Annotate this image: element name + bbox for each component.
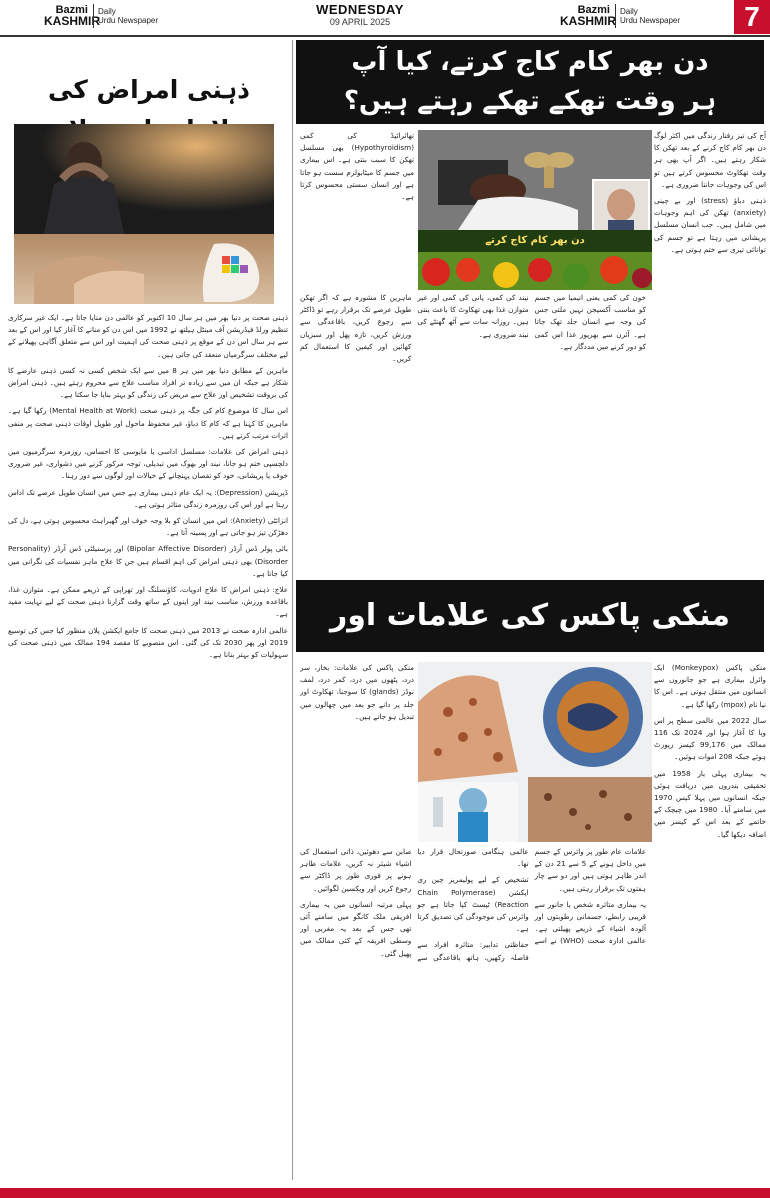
brand-top: Bazmi bbox=[55, 4, 88, 16]
brand-divider bbox=[93, 4, 94, 28]
tired-col-2 bbox=[300, 130, 414, 290]
tired-photo bbox=[418, 130, 652, 290]
brand-name bbox=[44, 4, 100, 31]
mpox-headline: منکی پاکس کی علامات اور bbox=[296, 580, 764, 652]
bottom-bar bbox=[0, 1188, 770, 1198]
tired-photo-art bbox=[418, 130, 652, 290]
mpox-para: منکی پاکس (Monkeypox) ایک وائرل بیماری ہے جو جانوروں سے انسانوں میں منتقل ہوتی ہے۔ اس کا نیا نام (mpox) رکھا گیا ہے۔ bbox=[654, 663, 766, 709]
masthead-day: WEDNESDAY bbox=[316, 2, 404, 17]
masthead-rule bbox=[0, 35, 770, 37]
mental-para: بائی پولر ڈس آرڈر (Bipolar Affective Disorder) اور پرسنیلٹی ڈس آرڈر (Personality Disorder) بھی ذہنی امراض کی اہم اقسام ہیں جن کا علاج ماہر نفسیات کی نگرانی میں کیا جاتا ہے۔ bbox=[8, 544, 288, 578]
mental-body bbox=[8, 312, 288, 1180]
brand-sub bbox=[98, 7, 178, 29]
page-number: 7 bbox=[734, 0, 770, 34]
brand-top-right: Bazmi bbox=[577, 4, 610, 16]
masthead bbox=[0, 0, 770, 34]
brand-name-right bbox=[560, 4, 616, 31]
mpox-para: علامات عام طور پر وائرس کے جسم میں داخل ہونے کے 5 سے 21 دن کے اندر ظاہر ہوتی ہیں اور دو سے چار ہفتوں تک برقرار رہتی ہیں۔ bbox=[534, 847, 646, 893]
mpox-col-3 bbox=[300, 846, 646, 1180]
tired-para: ذہنی دباؤ (stress) اور بے چینی (anxiety) تھکن کی اہم وجوہات میں شامل ہیں۔ جب انسان مسلسل پریشانی میں رہتا ہے تو جسم کی توانائی تیزی سے ختم ہوتی ہے۔ bbox=[654, 196, 766, 254]
mpox-para: پہلی مرتبہ انسانوں میں یہ بیماری افریقی ملک کانگو میں سامنے آئی تھی جس کے بعد یہ مغربی اور وسطی افریقہ کے کئی ممالک میں پھیل گئی۔ bbox=[300, 899, 412, 958]
mental-para: ذہنی صحت پر دنیا بھر میں ہر سال 10 اکتوبر کو عالمی دن منایا جاتا ہے۔ ایک غیر سرکاری تنظیم ورلڈ فیڈریشن آف مینٹل ہیلتھ نے 1992 میں اس دن کو منانے کا آغاز کیا اور اس کے بعد سے ہر سال اس دن کے موقع پر ذہنی صحت کی اہمیت اور اس سے متعلق آگاہی پھیلانے کے لیے مختلف سرگرمیاں منعقد کی جاتی ہیں۔ bbox=[8, 313, 288, 359]
brand-bottom-right: KASHMIR bbox=[560, 14, 616, 28]
tired-para: نیند کی کمی، پانی کی کمی اور غیر متوازن غذا بھی تھکاوٹ کا باعث بنتی ہیں۔ روزانہ سات سے آٹھ گھنٹے کی نیند ضروری ہے۔ bbox=[417, 293, 529, 339]
brand-sub-top-right: Daily bbox=[620, 7, 638, 16]
tired-photo-caption: دن بھر کام کاج کرتے bbox=[485, 235, 585, 246]
tired-para: تھائرائیڈ کی کمی (Hypothyroidism) بھی مسلسل تھکن کا سبب بنتی ہے۔ اس بیماری میں جسم کا میٹابولزم سست ہو جاتا ہے اور انسان سستی محسوس کرتا ہے۔ bbox=[300, 131, 414, 202]
column-divider bbox=[292, 40, 293, 1180]
brand-sub-bottom-right: Urdu Newspaper bbox=[620, 16, 681, 25]
mental-photo-art bbox=[14, 124, 274, 304]
mental-para: علاج: ذہنی امراض کا علاج ادویات، کاؤنسلنگ اور تھراپی کے ذریعے ممکن ہے۔ متوازن غذا، باقاعدہ ورزش، مناسب نیند اور اپنوں کے ساتھ وقت گزارنا ذہنی صحت کے لیے نہایت مفید ہے۔ bbox=[8, 585, 288, 619]
mpox-col-1 bbox=[654, 662, 766, 1180]
mental-para: ڈپریشن (Depression): یہ ایک عام ذہنی بیماری ہے جس میں انسان طویل عرصے تک اداس رہتا ہے اور اس کی روزمرہ زندگی متاثر ہوتی ہے۔ bbox=[8, 487, 288, 509]
mpox-photo-art bbox=[418, 662, 652, 842]
mpox-para: یہ بیماری پہلی بار 1958 میں تحقیقی بندروں میں دریافت ہوئی جبکہ انسانوں میں پہلا کیس 1970 میں سامنے آیا۔ 1980 میں چیچک کے خاتمے کے بعد اس کے کیسز میں اضافہ دیکھا گیا۔ bbox=[654, 768, 766, 839]
mental-para: ماہرین کے مطابق دنیا بھر میں ہر 8 میں سے ایک شخص کسی نہ کسی ذہنی عارضے کا شکار ہے جبکہ ان میں سے زیادہ تر افراد مناسب علاج سے محروم رہتے ہیں۔ ذہنی امراض کی بروقت تشخیص اور علاج سے مریض کی زندگی کو بہتر بنایا جا سکتا ہے۔ bbox=[8, 365, 288, 400]
mental-para: انزائٹی (Anxiety): اس میں انسان کو بلا وجہ خوف اور گھبراہٹ محسوس ہوتی ہے، دل کی دھڑکن تیز ہو جاتی ہے اور پسینہ آتا ہے۔ bbox=[8, 516, 288, 538]
mpox-para: حفاظتی تدابیر: متاثرہ افراد سے فاصلہ رکھیں، ہاتھ باقاعدگی سے صابن سے دھوئیں، ذاتی استعمال کی اشیاء شیئر نہ کریں، علامات ظاہر ہونے پر فوری طور پر ڈاکٹر سے رجوع کریں اور ویکسین لگوائیں۔ bbox=[300, 847, 529, 962]
mpox-para: تشخیص کے لیے پولیمریز چین ری ایکشن (Chain Polymerase Reaction) ٹیسٹ کیا جاتا ہے جو وائرس کی موجودگی کی تصدیق کرتا ہے۔ bbox=[417, 875, 529, 934]
tired-para: ماہرین کا مشورہ ہے کہ اگر تھکن طویل عرصے تک برقرار رہے تو ڈاکٹر سے رجوع کریں، باقاعدگی سے ورزش کریں، تازہ پھل اور سبزیاں کھائیں اور کیفین کا استعمال کم کریں۔ bbox=[300, 293, 412, 364]
tired-para: خون کی کمی یعنی انیمیا میں جسم کو مناسب آکسیجن نہیں ملتی جس کی وجہ سے انسان جلد تھک جاتا ہے۔ آئرن سے بھرپور غذا اس کمی کو دور کرنے میں مددگار ہے۔ bbox=[534, 293, 646, 351]
brand-sub-bottom: Urdu Newspaper bbox=[98, 16, 159, 25]
tired-para: آج کی تیز رفتار زندگی میں اکثر لوگ دن بھر کام کاج کرنے کے بعد تھکن کا شکار رہتے ہیں۔ اگر آپ بھی ہر وقت تھکاوٹ محسوس کرتے ہیں تو اس کی وجوہات جاننا ضروری ہے۔ bbox=[654, 131, 766, 189]
brand-sub-top: Daily bbox=[98, 7, 116, 16]
masthead-date: 09 APRIL 2025 bbox=[329, 17, 391, 27]
brand-left bbox=[44, 4, 174, 30]
brand-bottom: KASHMIR bbox=[44, 14, 100, 28]
mental-photo bbox=[14, 124, 274, 304]
mpox-para: یہ بیماری متاثرہ شخص یا جانور سے قریبی رابطے، جسمانی رطوبتوں اور آلودہ اشیاء کے ذریعے پھیلتی ہے۔ عالمی ادارہ صحت (WHO) نے اسے عالمی ہنگامی صورتحال قرار دیا تھا۔ bbox=[417, 847, 646, 946]
tired-col-3 bbox=[300, 292, 646, 574]
mpox-para: منکی پاکس کی علامات: بخار، سر درد، پٹھوں میں درد، کمر درد، لمف نوڈز (glands) کا سوجنا، تھکاوٹ اور جلد پر دانے جو بعد میں چھالوں میں تبدیل ہو جاتے ہیں۔ bbox=[300, 663, 414, 721]
tired-headline-line2: ہر وقت تھکے تھکے رہتے ہیں؟ bbox=[343, 86, 717, 116]
brand-divider-right bbox=[615, 4, 616, 28]
brand-sub-right bbox=[620, 7, 690, 29]
mpox-col-2 bbox=[300, 662, 414, 842]
mental-para: ذہنی امراض کی علامات: مسلسل اداسی یا مایوسی کا احساس، روزمرہ سرگرمیوں میں دلچسپی ختم ہو جانا، نیند اور بھوک میں تبدیلی، توجہ مرکوز کرنے میں دشواری، غیر ضروری خوف یا پریشانی، خود کو نقصان پہنچانے کے خیالات اور لوگوں سے دور رہنا۔ bbox=[8, 447, 288, 481]
mental-para: عالمی ادارہ صحت نے 2013 میں ذہنی صحت کا جامع ایکشن پلان منظور کیا جس کی توسیع 2019 اور پھر 2030 تک کی گئی۔ اس منصوبے کا مقصد 194 ممالک میں ذہنی صحت کی سہولیات کو بہتر بنانا ہے۔ bbox=[8, 625, 288, 660]
brand-right bbox=[560, 4, 690, 30]
mental-headline: ذہنی امراض کی bbox=[47, 75, 250, 104]
tired-col-1 bbox=[654, 130, 766, 574]
tired-headline bbox=[296, 40, 764, 124]
tired-headline-line1: دن بھر کام کاج کرتے، کیا آپ bbox=[351, 47, 709, 77]
mpox-photo bbox=[418, 662, 652, 842]
mpox-para: سال 2022 میں عالمی سطح پر اس وبا کا آغاز ہوا اور 2024 تک 116 ممالک میں 99,176 کیسز رپورٹ ہوئے جبکہ 208 اموات ہوئیں۔ bbox=[654, 715, 766, 762]
mental-para: اس سال کا موضوع کام کی جگہ پر ذہنی صحت (Mental Health at Work) رکھا گیا ہے۔ ماہرین کا کہنا ہے کہ کام کا دباؤ، غیر محفوظ ماحول اور طویل اوقات ذہنی صحت پر منفی اثرات مرتب کرتے ہیں۔ bbox=[8, 406, 288, 440]
